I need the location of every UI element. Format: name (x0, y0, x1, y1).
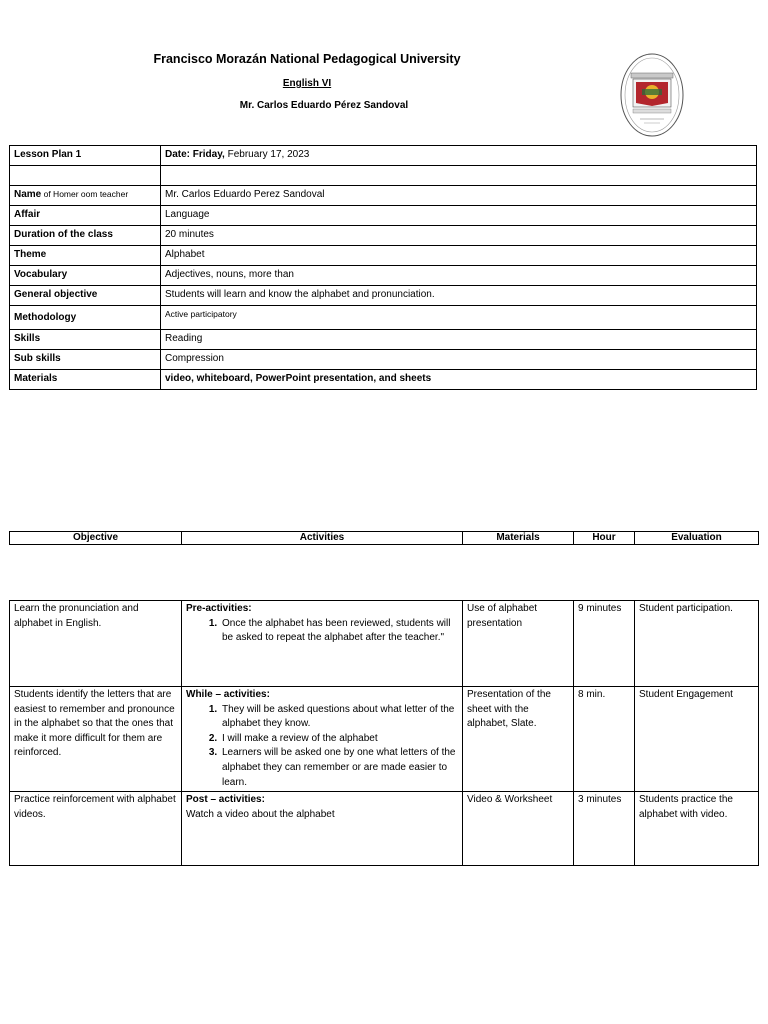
row-key: Sub skills (10, 350, 161, 370)
row-value: Alphabet (161, 246, 757, 266)
lesson-info-table (9, 145, 757, 390)
activity-title: While – activities: (186, 689, 270, 700)
row-value: Active participatory (161, 306, 757, 330)
row-value: Compression (161, 350, 757, 370)
materials-cell: Video & Worksheet (463, 792, 574, 866)
row-key: Duration of the class (10, 226, 161, 246)
materials-cell: Use of alphabet presentation (463, 601, 574, 687)
table-row (10, 226, 757, 246)
row-key: Vocabulary (10, 266, 161, 286)
table-row (10, 206, 757, 226)
header-materials: Materials (463, 532, 574, 545)
evaluation-cell: Student participation. (635, 601, 759, 687)
table-row (10, 146, 757, 166)
row-key: Materials (10, 370, 161, 390)
empty-cell (161, 166, 757, 186)
lesson-plan-label: Lesson Plan 1 (10, 146, 161, 166)
table-row (10, 601, 759, 687)
table-row (10, 306, 757, 330)
row-value: video, whiteboard, PowerPoint presentation, and sheets (161, 370, 757, 390)
hour-cell: 9 minutes (574, 601, 635, 687)
course-title: English VI (282, 78, 332, 89)
activities-cell (182, 687, 463, 792)
teacher-name: Mr. Carlos Eduardo Pérez Sandoval (239, 100, 409, 111)
table-row (10, 166, 757, 186)
table-row (10, 186, 757, 206)
header-evaluation: Evaluation (635, 532, 759, 545)
activities-cell (182, 792, 463, 866)
header-activities: Activities (182, 532, 463, 545)
name-value: Mr. Carlos Eduardo Perez Sandoval (161, 186, 757, 206)
name-label: Name (14, 189, 42, 200)
objective-cell: Practice reinforcement with alphabet videos. (10, 792, 182, 866)
evaluation-cell: Students practice the alphabet with video. (635, 792, 759, 866)
activities-cell (182, 601, 463, 687)
date-cell (161, 146, 757, 166)
row-value: Students will learn and know the alphabet and pronunciation. (161, 286, 757, 306)
activity-title: Post – activities: (186, 794, 265, 806)
name-sub-label: of Homer oom teacher (41, 189, 129, 199)
list-item: 3. Learners will be asked one by one what letters of the alphabet they can remember or are made easier to learn. (220, 746, 458, 790)
activity-text: Watch a video about the alphabet (186, 808, 335, 820)
row-value: Language (161, 206, 757, 226)
table-row (10, 286, 757, 306)
date-label: Date: Friday, (165, 149, 225, 160)
row-value: Reading (161, 330, 757, 350)
university-seal-icon (620, 53, 684, 137)
materials-cell: Presentation of the sheet with the alphabet, Slate. (463, 687, 574, 792)
list-item: 1. Once the alphabet has been reviewed, students will be asked to repeat the alphabet after the teacher." (220, 617, 458, 646)
row-key: Theme (10, 246, 161, 266)
hour-cell: 8 min. (574, 687, 635, 792)
university-title: Francisco Morazán National Pedagogical University (153, 52, 461, 66)
table-row (10, 350, 757, 370)
table-row (10, 370, 757, 390)
plan-header-table (9, 531, 759, 545)
table-row (10, 792, 759, 866)
name-label-cell (10, 186, 161, 206)
plan-activities-table (9, 600, 759, 866)
row-value: Adjectives, nouns, more than (161, 266, 757, 286)
objective-cell: Learn the pronunciation and alphabet in English. (10, 601, 182, 687)
activity-list (186, 703, 458, 791)
activity-list (186, 617, 458, 646)
row-key: Methodology (10, 306, 161, 330)
row-key: Skills (10, 330, 161, 350)
header-objective: Objective (10, 532, 182, 545)
row-key: General objective (10, 286, 161, 306)
objective-cell: Students identify the letters that are easiest to remember and pronounce in the alphabet so that the ones that make it more difficult for them are reinforced. (10, 687, 182, 792)
table-row (10, 330, 757, 350)
table-row (10, 266, 757, 286)
row-key: Affair (10, 206, 161, 226)
row-value: 20 minutes (161, 226, 757, 246)
evaluation-cell: Student Engagement (635, 687, 759, 792)
hour-cell: 3 minutes (574, 792, 635, 866)
header-hour: Hour (574, 532, 635, 545)
list-item: 2. I will make a review of the alphabet (220, 732, 458, 747)
table-row (10, 246, 757, 266)
table-header-row (10, 532, 759, 545)
empty-cell (10, 166, 161, 186)
date-value: February 17, 2023 (224, 149, 310, 160)
list-item: 1. They will be asked questions about what letter of the alphabet they know. (220, 703, 458, 732)
activity-title: Pre-activities: (186, 603, 252, 614)
table-row (10, 687, 759, 792)
